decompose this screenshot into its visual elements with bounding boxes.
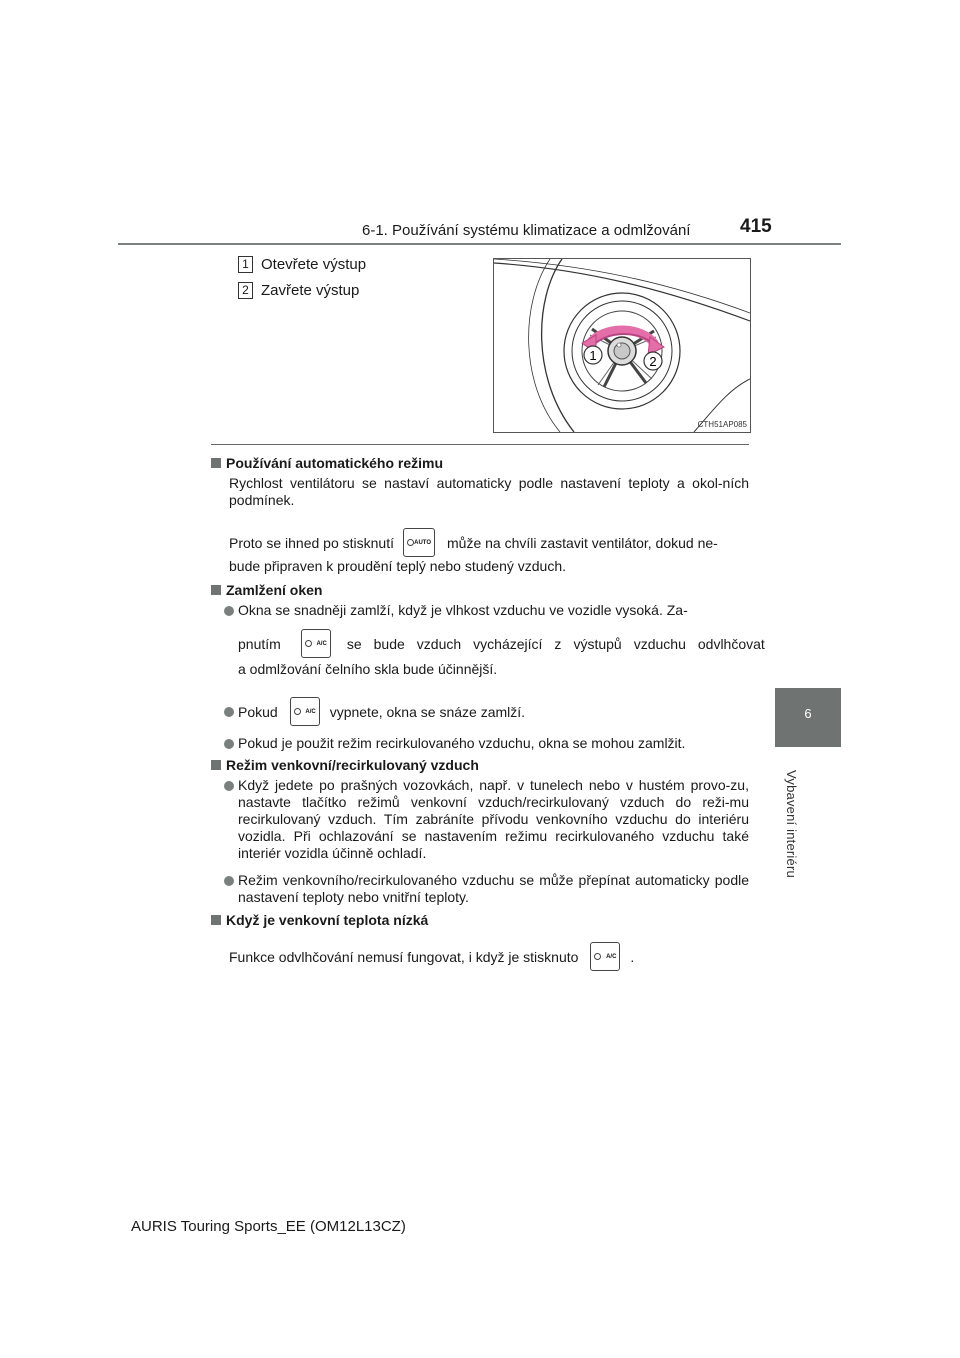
- ac-button-icon: [290, 697, 320, 726]
- heading-low-temperature: [211, 912, 428, 928]
- line-text: vypnete, okna se snáze zamlží.: [329, 703, 526, 720]
- round-bullet-icon: [224, 606, 234, 616]
- section-title: 6-1. Používání systému klimatizace a odmlžování: [362, 222, 691, 239]
- bullet-text: Pokud je použit režim recirkulovaného vzduchu, okna se mohou zamlžit.: [238, 735, 686, 751]
- line-text: Proto se ihned po stisknutí: [229, 534, 394, 551]
- indicator-light-icon: [305, 640, 312, 647]
- step-label: Zavřete výstup: [261, 282, 360, 299]
- callout-1: 1: [589, 348, 597, 363]
- chapter-number: 6: [804, 706, 812, 721]
- line-text: .: [630, 948, 635, 965]
- square-bullet-icon: [211, 915, 221, 925]
- square-bullet-icon: [211, 760, 221, 770]
- indicator-light-icon: [407, 539, 414, 546]
- heading-text: Režim venkovní/recirkulovaný vzduch: [226, 757, 479, 773]
- low-temperature-line: [229, 942, 634, 971]
- step-number: 2: [238, 282, 253, 299]
- line-text: Pokud: [238, 703, 278, 720]
- bullet-text: Když jedete po prašných vozovkách, např. v tunelech nebo v hustém provo-zu, nastavte tlačítko režimů venkovní vzduch/recirkulovaný vzduch do reži-mu recirkulovaný vzduch. Tím zabráníte přívodu venkovního vzduchu do interiéru vozidla. Při ochlazování se nastavením režimu recirkulovaného vzduchu také interiér vozidla účinně ochladí.: [238, 777, 749, 861]
- heading-text: Používání automatického režimu: [226, 455, 444, 471]
- heading-text: Zamlžení oken: [226, 582, 323, 598]
- bullet-dusty-roads: [224, 777, 749, 862]
- step-open-vent: [238, 256, 366, 273]
- round-bullet-icon: [224, 876, 234, 886]
- chapter-label: Vybavení interiéru: [784, 770, 799, 878]
- step-close-vent: [238, 282, 359, 299]
- heading-air-mode: [211, 757, 479, 773]
- indicator-light-icon: [594, 953, 601, 960]
- auto-mode-button-line: [229, 528, 718, 557]
- heading-text: Když je venkovní teplota nízká: [226, 912, 429, 928]
- chapter-tab: [775, 688, 841, 747]
- button-label: A/C: [316, 640, 327, 647]
- button-label: AUTO: [414, 539, 431, 546]
- line-text: Funkce odvlhčování nemusí fungovat, i když je stisknuto: [229, 948, 579, 965]
- vent-dial-drawing: [494, 259, 750, 432]
- header-divider: [118, 243, 841, 245]
- bullet-text: Okna se snadněji zamlží, když je vlhkost vzduchu ve vozidle vysoká. Za-: [238, 602, 688, 618]
- button-label: A/C: [606, 953, 617, 960]
- round-bullet-icon: [224, 739, 234, 749]
- step-number: 1: [238, 256, 253, 273]
- square-bullet-icon: [211, 585, 221, 595]
- bullet-auto-switch: [224, 872, 749, 906]
- indicator-light-icon: [294, 708, 301, 715]
- step-label: Otevřete výstup: [261, 256, 367, 273]
- auto-button-icon: [403, 528, 435, 557]
- round-bullet-icon: [224, 781, 234, 791]
- fogging-ac-line: [238, 629, 765, 658]
- bullet-recirculation-fogging: [224, 735, 749, 752]
- bullet-ac-off: [224, 697, 525, 726]
- vent-illustration: [493, 258, 751, 433]
- heading-window-fogging: [211, 582, 322, 598]
- footer-model: AURIS Touring Sports_EE (OM12L13CZ): [131, 1218, 406, 1235]
- section-divider: [211, 444, 749, 445]
- bullet-text: Režim venkovního/recirkulovaného vzduchu se může přepínat automaticky podle nastavení teploty nebo vnitřní teploty.: [238, 872, 749, 905]
- page-number: 415: [740, 216, 772, 237]
- heading-auto-mode: [211, 455, 443, 471]
- line-text: pnutím: [238, 635, 281, 652]
- ac-button-icon: [590, 942, 620, 971]
- button-label: A/C: [305, 708, 316, 715]
- round-bullet-icon: [224, 707, 234, 717]
- ac-button-icon: [301, 629, 331, 658]
- bullet-fogging-humidity: [224, 602, 749, 619]
- line-text: může na chvíli zastavit ventilátor, dokud ne-: [447, 534, 718, 551]
- auto-mode-paragraph: Rychlost ventilátoru se nastaví automaticky podle nastavení teploty a okol-ních podmínek.: [229, 475, 749, 508]
- fogging-continuation: a odmlžování čelního skla bude účinnější.: [238, 661, 498, 677]
- square-bullet-icon: [211, 458, 221, 468]
- auto-mode-continuation: bude připraven k proudění teplý nebo studený vzduch.: [229, 558, 567, 574]
- figure-code: CTH51AP085: [697, 420, 747, 429]
- callout-2: 2: [649, 354, 657, 369]
- line-text: se bude vzduch vycházející z výstupů vzduchu odvlhčovat: [346, 635, 765, 652]
